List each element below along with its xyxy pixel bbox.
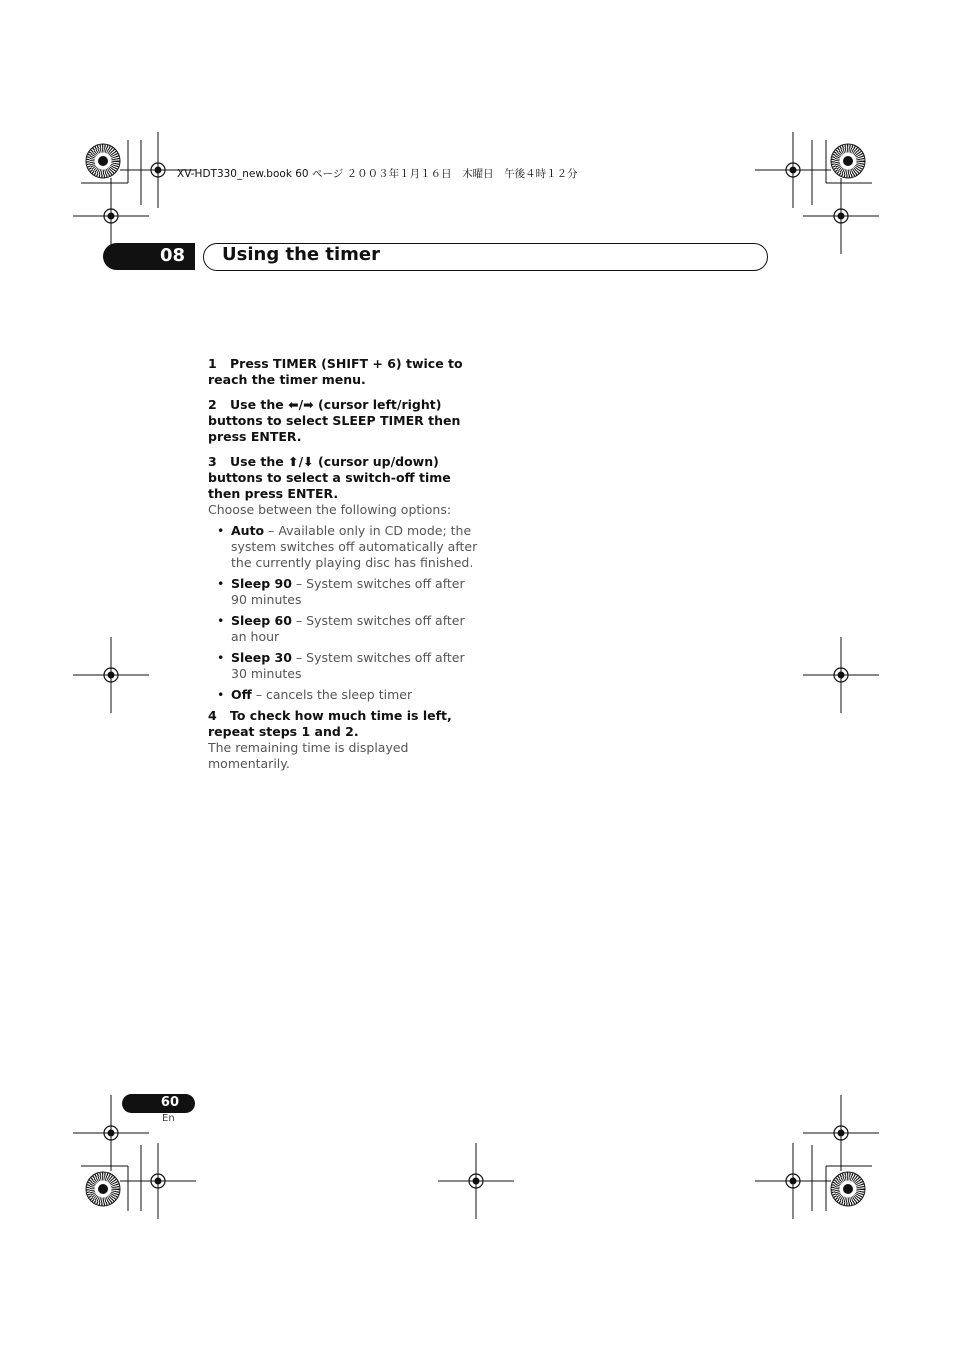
- step-3: 3 Use the ⬆/⬇ (cursor up/down) buttons to select a switch-off time then press ENTER.: [208, 454, 451, 501]
- sunburst-target-icon: [86, 1172, 120, 1206]
- crosshair-icon: [438, 1143, 514, 1219]
- sunburst-target-icon: [831, 1172, 865, 1206]
- list-item: • Sleep 30 – System switches off after 30 minutes: [217, 650, 465, 681]
- language-label: En: [162, 1113, 175, 1124]
- step-2: 2 Use the ⬅/➡ (cursor left/right) buttons to select SLEEP TIMER then press ENTER.: [208, 397, 461, 444]
- step-3-note: Choose between the following options:: [208, 502, 452, 517]
- step-1: 1 Press TIMER (SHIFT + 6) twice to reach the timer menu.: [208, 356, 463, 387]
- options-list: [208, 523, 483, 703]
- list-item: • Sleep 90 – System switches off after 90 minutes: [217, 576, 465, 607]
- page-number: 60: [160, 1095, 179, 1110]
- page-number-badge: [122, 1094, 195, 1113]
- crosshair-icon: [803, 637, 879, 713]
- print-header: XV-HDT330_new.book 60 ページ ２００３年１月１６日 木曜日 午後４時１２分: [177, 168, 578, 180]
- crosshair-icon: [803, 1095, 879, 1171]
- sunburst-target-icon: [831, 144, 865, 178]
- chapter-number: 08: [159, 245, 185, 266]
- sunburst-target-icon: [86, 144, 120, 178]
- chapter-badge: [103, 243, 195, 270]
- crosshair-icon: [755, 1143, 831, 1219]
- instructions: [208, 356, 483, 772]
- crosshair-icon: [73, 637, 149, 713]
- crosshair-icon: [755, 132, 831, 208]
- list-item: • Auto – Available only in CD mode; the system switches off automatically after the currently playing disc has finished.: [217, 523, 478, 570]
- step-4-note: The remaining time is displayed momentarily.: [208, 740, 409, 771]
- chapter-title: Using the timer: [222, 244, 380, 265]
- crosshair-icon: [120, 1143, 196, 1219]
- list-item: • Sleep 60 – System switches off after an hour: [217, 613, 465, 644]
- step-4: 4 To check how much time is left, repeat steps 1 and 2.: [208, 708, 452, 739]
- list-item: • Off – cancels the sleep timer: [217, 687, 413, 702]
- crosshair-icon: [803, 178, 879, 254]
